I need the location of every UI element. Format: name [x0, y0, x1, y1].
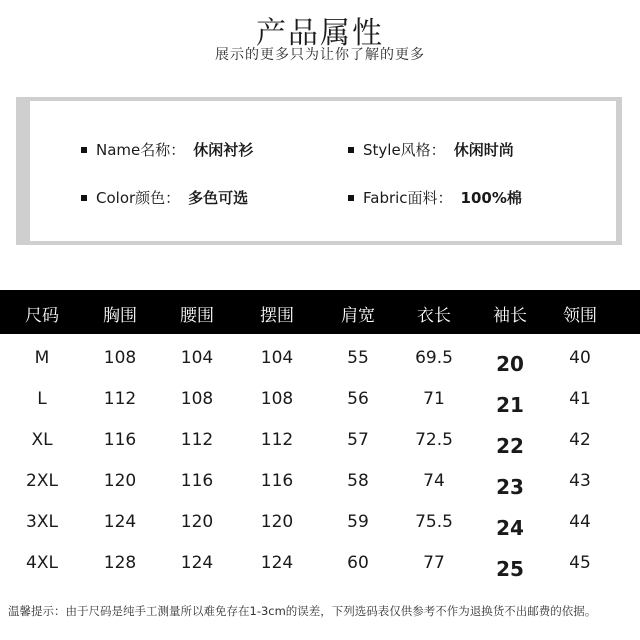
cell-collar: 44: [569, 512, 591, 532]
bullet-icon: [81, 195, 87, 201]
cell-sleeve: 24: [496, 516, 524, 540]
attribute-value: 多色可选: [188, 189, 249, 207]
cell-length: 75.5: [415, 512, 453, 532]
size-table-header: [0, 290, 640, 334]
cell-chest: 120: [103, 471, 137, 491]
cell-shoulder: 57: [347, 430, 369, 450]
header-length: 衣长: [417, 306, 451, 326]
cell-sleeve: 23: [496, 475, 524, 499]
table-row: [0, 379, 640, 419]
cell-waist: 112: [180, 430, 214, 450]
page-title: 产品属性: [256, 16, 384, 51]
attribute-fabric: [348, 187, 522, 208]
attribute-label: Color颜色：: [96, 189, 181, 207]
attribute-label: Style风格：: [363, 141, 446, 159]
attribute-style: [348, 139, 514, 160]
cell-collar: 40: [569, 348, 591, 368]
cell-waist: 124: [180, 553, 214, 573]
attributes-box: [30, 101, 616, 241]
cell-length: 74: [423, 471, 445, 491]
cell-shoulder: 60: [347, 553, 369, 573]
table-row: [0, 420, 640, 460]
attribute-value: 休闲时尚: [453, 141, 514, 159]
attributes-panel: [16, 97, 622, 245]
cell-hem: 116: [260, 471, 294, 491]
cell-chest: 112: [103, 389, 137, 409]
cell-shoulder: 58: [347, 471, 369, 491]
header-chest: 胸围: [103, 306, 137, 326]
attribute-name: [81, 139, 253, 160]
header-collar: 领围: [563, 306, 597, 326]
cell-chest: 108: [103, 348, 137, 368]
cell-collar: 41: [569, 389, 591, 409]
cell-sleeve: 20: [496, 352, 524, 376]
cell-sleeve: 25: [496, 557, 524, 581]
cell-chest: 128: [103, 553, 137, 573]
bullet-icon: [348, 147, 354, 153]
cell-chest: 116: [103, 430, 137, 450]
cell-collar: 43: [569, 471, 591, 491]
cell-size: L: [37, 389, 47, 409]
cell-hem: 108: [260, 389, 294, 409]
cell-waist: 104: [180, 348, 214, 368]
table-row: [0, 543, 640, 583]
page-subtitle: 展示的更多只为让你了解的更多: [215, 47, 425, 63]
cell-sleeve: 21: [496, 393, 524, 417]
cell-length: 77: [423, 553, 445, 573]
header-shoulder: 肩宽: [341, 306, 375, 326]
cell-collar: 45: [569, 553, 591, 573]
cell-length: 69.5: [415, 348, 453, 368]
cell-hem: 120: [260, 512, 294, 532]
cell-waist: 116: [180, 471, 214, 491]
cell-size: 4XL: [26, 553, 58, 573]
attribute-value: 休闲衬衫: [193, 141, 254, 159]
cell-hem: 124: [260, 553, 294, 573]
bullet-icon: [81, 147, 87, 153]
cell-size: XL: [31, 430, 53, 450]
cell-sleeve: 22: [496, 434, 524, 458]
cell-size: 2XL: [26, 471, 58, 491]
cell-size: 3XL: [26, 512, 58, 532]
cell-waist: 120: [180, 512, 214, 532]
attribute-label: Fabric面料：: [363, 189, 453, 207]
cell-shoulder: 59: [347, 512, 369, 532]
footer-note: 温馨提示：由于尺码是纯手工测量所以难免存在1-3cm的误差，下列选码表仅供参考不作为退换货不出邮费的依据。: [8, 604, 597, 618]
cell-collar: 42: [569, 430, 591, 450]
cell-shoulder: 56: [347, 389, 369, 409]
header-size: 尺码: [25, 306, 59, 326]
cell-waist: 108: [180, 389, 214, 409]
cell-chest: 124: [103, 512, 137, 532]
cell-hem: 104: [260, 348, 294, 368]
table-row: [0, 502, 640, 542]
attribute-label: Name名称：: [96, 141, 186, 159]
attribute-value: 100%棉: [460, 189, 522, 207]
cell-length: 71: [423, 389, 445, 409]
bullet-icon: [348, 195, 354, 201]
table-row: [0, 338, 640, 378]
header-hem: 摆围: [260, 306, 294, 326]
table-row: [0, 461, 640, 501]
cell-length: 72.5: [415, 430, 453, 450]
cell-size: M: [34, 348, 50, 368]
header-sleeve: 袖长: [493, 306, 527, 326]
cell-shoulder: 55: [347, 348, 369, 368]
cell-hem: 112: [260, 430, 294, 450]
header-waist: 腰围: [180, 306, 214, 326]
attribute-color: [81, 187, 248, 208]
